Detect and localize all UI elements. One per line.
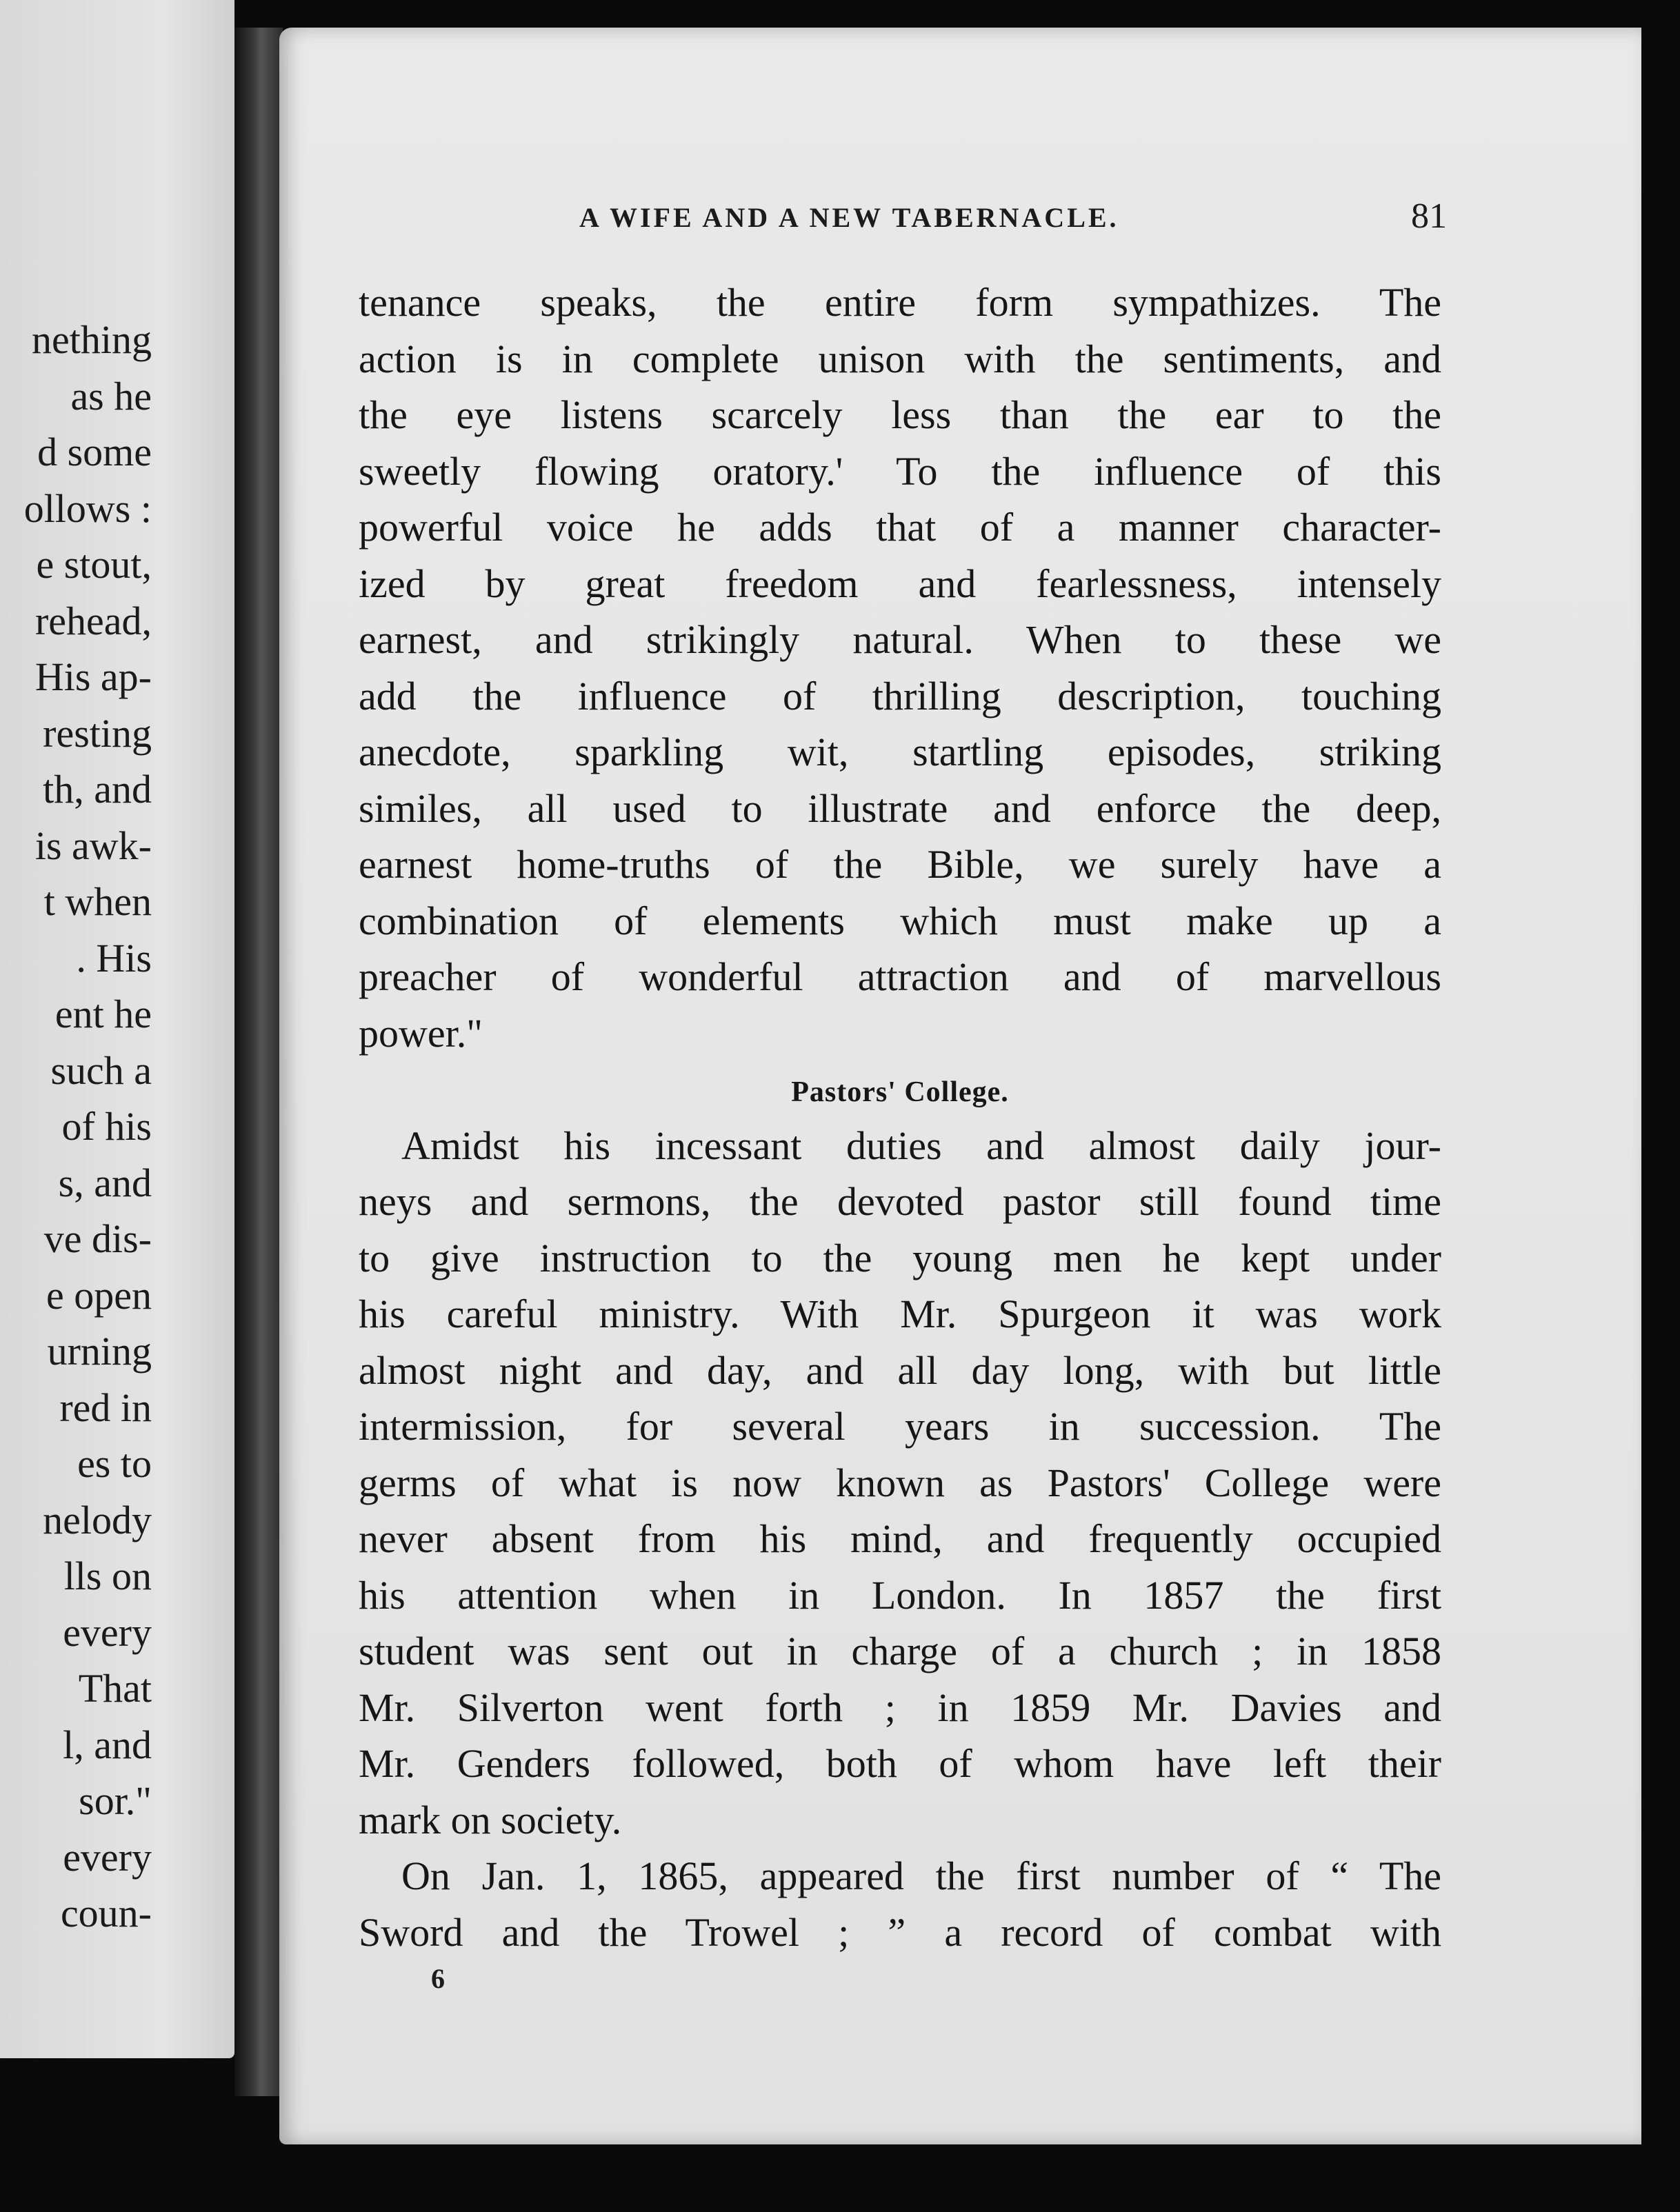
text-line: his careful ministry. With Mr. Spurgeon it was work [359, 1291, 1441, 1336]
left-line: resting [43, 710, 152, 756]
left-line: His ap- [34, 654, 152, 699]
left-line: every [63, 1609, 152, 1655]
left-line: coun- [60, 1891, 152, 1936]
text-line: neys and sermons, the devoted pastor still found time [359, 1179, 1441, 1224]
left-line: That [78, 1666, 152, 1711]
text-line: never absent from his mind, and frequently occupied [359, 1516, 1441, 1561]
running-header-title: A WIFE AND A NEW TABERNACLE. [579, 202, 1119, 233]
text-line: earnest, and strikingly natural. When to these we [359, 617, 1441, 662]
text-line: power." [359, 1010, 483, 1056]
paragraph-continued [359, 274, 1441, 1061]
text-line: add the influence of thrilling description, touching [359, 673, 1441, 718]
left-line: every [63, 1834, 152, 1880]
left-line: e open [46, 1272, 152, 1318]
text-line: Amidst his incessant duties and almost daily jour- [401, 1123, 1441, 1168]
left-line: urning [47, 1329, 152, 1374]
left-line: ollows : [23, 485, 152, 531]
left-line: e stout, [36, 542, 152, 587]
text-line: student was sent out in charge of a church ; in 1858 [359, 1629, 1441, 1673]
left-line: is awk- [34, 823, 152, 868]
text-line: powerful voice he adds that of a manner character- [359, 505, 1441, 550]
left-line: es to [77, 1441, 152, 1486]
text-line: the eye listens scarcely less than the ear to the [359, 392, 1441, 437]
left-line: th, and [43, 767, 152, 812]
left-line: t when [43, 879, 152, 924]
book-binding-gutter [234, 28, 283, 2096]
text-line: almost night and day, and all day long, with but little [359, 1347, 1441, 1393]
left-line: sor." [79, 1778, 152, 1823]
left-page-text [24, 312, 152, 1942]
text-line: action is in complete unison with the sentiments, and [359, 336, 1441, 381]
text-line: sweetly flowing oratory.' To the influence of this [359, 448, 1441, 494]
paragraph-sword-and-trowel [359, 1848, 1441, 1960]
text-line: Mr. Silverton went forth ; in 1859 Mr. Davies and [359, 1685, 1441, 1730]
left-line: lls on [63, 1554, 152, 1598]
left-line: . His [76, 935, 152, 981]
left-line: nething [32, 317, 152, 362]
text-line: intermission, for several years in succession. The [359, 1404, 1441, 1449]
signature-mark: 6 [431, 1963, 445, 1994]
section-heading: Pastors' College. [791, 1076, 1009, 1108]
left-line: such a [50, 1047, 152, 1093]
text-line: to give instruction to the young men he kept under [359, 1235, 1441, 1280]
page-number: 81 [1411, 197, 1447, 236]
text-line: his attention when in London. In 1857 the first [359, 1572, 1441, 1618]
left-line: s, and [58, 1160, 152, 1205]
left-line: of his [61, 1104, 152, 1149]
left-line: d some [37, 430, 152, 474]
text-line: earnest home-truths of the Bible, we surely have a [359, 842, 1441, 887]
left-line: nelody [43, 1497, 152, 1542]
text-line: germs of what is now known as Pastors' College were [359, 1460, 1441, 1505]
left-line: as he [70, 373, 152, 419]
text-line: Sword and the Trowel ; ” a record of combat with [359, 1909, 1441, 1955]
text-line: ized by great freedom and fearlessness, intensely [359, 561, 1441, 606]
page-body [359, 274, 1441, 1960]
left-facing-page [0, 0, 234, 2058]
left-line: red in [59, 1385, 152, 1430]
paragraph-pastors-college [359, 1118, 1441, 1849]
text-line: anecdote, sparkling wit, startling episodes, striking [359, 730, 1441, 774]
text-line: preacher of wonderful attraction and of marvellous [359, 954, 1441, 999]
text-line: On Jan. 1, 1865, appeared the first number of “ The [401, 1853, 1441, 1898]
text-line: combination of elements which must make up a [359, 898, 1441, 943]
text-line: mark on society. [359, 1797, 622, 1842]
text-line: Mr. Genders followed, both of whom have left their [359, 1741, 1441, 1786]
left-line: ve dis- [43, 1216, 152, 1261]
left-line: ent he [54, 992, 152, 1036]
left-line: l, and [63, 1722, 152, 1767]
text-line: similes, all used to illustrate and enforce the deep, [359, 785, 1441, 831]
left-line: rehead, [34, 598, 152, 643]
text-line: tenance speaks, the entire form sympathizes. The [359, 280, 1441, 325]
